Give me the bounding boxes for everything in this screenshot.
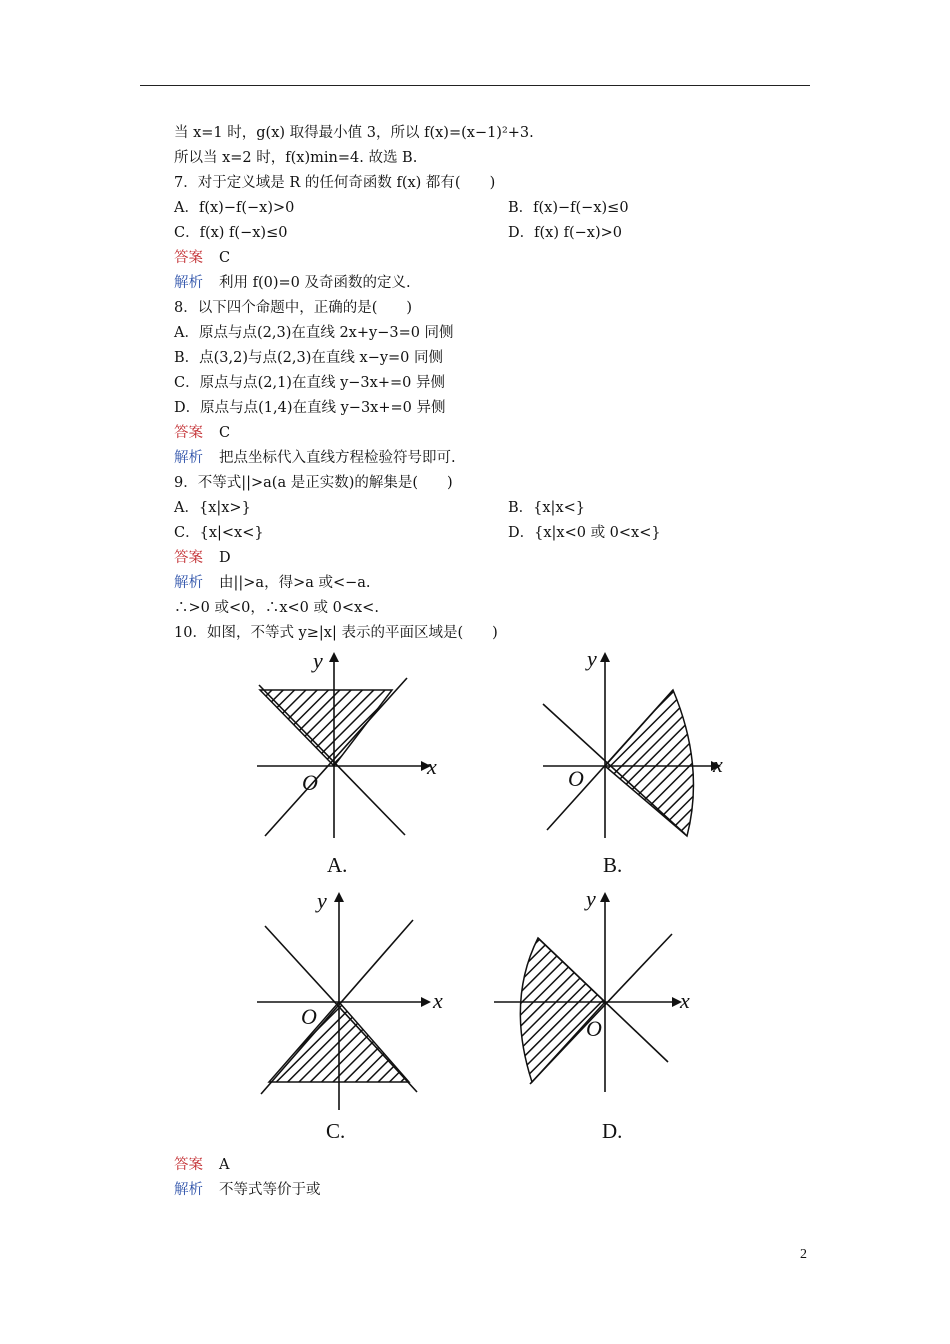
explain-text: 不等式等价于或	[219, 1182, 321, 1198]
q7-option-b: B．f(x)−f(−x)≤0	[508, 200, 629, 216]
answer-label: 答案	[174, 1157, 203, 1173]
figure-c	[245, 886, 455, 1116]
q8-option-b: B．点(3,2)与点(2,3)在直线 x−y=0 同侧	[174, 350, 444, 366]
x-axis-label: x	[427, 754, 437, 779]
explain-text: 把点坐标代入直线方程检验符号即可.	[219, 450, 456, 466]
header-rule	[140, 85, 810, 86]
origin-label: O	[568, 766, 584, 791]
y-axis-label: y	[586, 886, 596, 911]
explain-label: 解析	[174, 450, 203, 466]
question-9: 9．不等式||>a(a 是正实数)的解集是( )	[174, 475, 453, 491]
figure-b-caption: B.	[603, 853, 623, 877]
q7-option-a: A．f(x)−f(−x)>0	[174, 200, 295, 216]
q7-option-d: D．f(x) f(−x)>0	[508, 225, 622, 241]
answer-value: C	[219, 425, 231, 441]
q7-option-c: C．f(x) f(−x)≤0	[174, 225, 288, 241]
figure-a-caption: A.	[327, 853, 348, 877]
answer-label: 答案	[174, 550, 203, 566]
x-axis-label: x	[433, 988, 443, 1013]
q9-answer	[174, 549, 231, 567]
q8-option-a: A．原点与点(2,3)在直线 2x+y−3=0 同侧	[174, 325, 454, 341]
q7-explanation	[174, 274, 411, 292]
figure-d-caption: D.	[602, 1119, 623, 1143]
q10-explanation	[174, 1181, 321, 1199]
figure-d	[490, 886, 700, 1116]
explain-text: 由||>a，得>a 或<−a.	[219, 575, 371, 591]
q9-option-b: B．{x|x<}	[508, 500, 585, 516]
y-axis-label: y	[587, 648, 597, 671]
question-7: 7．对于定义域是 R 的任何奇函数 f(x) 都有( )	[174, 175, 496, 191]
q9-option-c: C．{x|<x<}	[174, 525, 264, 541]
explain-label: 解析	[174, 275, 203, 291]
text-line: 所以当 x=2 时，f(x)min=4. 故选 B.	[174, 150, 418, 166]
q8-option-d: D．原点与点(1,4)在直线 y−3x+=0 异侧	[174, 400, 446, 416]
question-10: 10．如图，不等式 y≥|x| 表示的平面区域是( )	[174, 625, 498, 641]
origin-label: O	[302, 770, 318, 795]
page-number: 2	[800, 1247, 807, 1262]
answer-label: 答案	[174, 425, 203, 441]
y-axis-label: y	[313, 648, 323, 673]
q7-answer	[174, 249, 230, 267]
answer-label: 答案	[174, 250, 203, 266]
q9-explanation	[174, 574, 371, 592]
y-axis-label: y	[317, 888, 327, 913]
origin-label: O	[301, 1004, 317, 1029]
x-axis-label: x	[713, 752, 723, 777]
q9-option-a: A．{x|x>}	[174, 500, 251, 516]
q8-answer	[174, 424, 230, 442]
x-axis-label: x	[680, 988, 690, 1013]
figure-c-caption: C.	[326, 1119, 346, 1143]
explain-label: 解析	[174, 575, 203, 591]
figure-b	[535, 648, 745, 848]
q8-option-c: C．原点与点(2,1)在直线 y−3x+=0 异侧	[174, 375, 445, 391]
origin-label: O	[586, 1016, 602, 1041]
explain-text: 利用 f(0)=0 及奇函数的定义.	[219, 275, 411, 291]
answer-value: C	[219, 250, 231, 266]
q8-explanation	[174, 449, 456, 467]
text-line: ∴>0 或<0，∴x<0 或 0<x<.	[174, 600, 379, 616]
q10-answer	[174, 1156, 229, 1174]
text-line: 当 x=1 时，g(x) 取得最小值 3，所以 f(x)=(x−1)²+3.	[174, 125, 534, 141]
question-8: 8．以下四个命题中，正确的是( )	[174, 300, 413, 316]
answer-value: A	[219, 1157, 230, 1173]
answer-value: D	[219, 550, 231, 566]
figure-a	[245, 648, 455, 848]
explain-label: 解析	[174, 1182, 203, 1198]
q9-option-d: D．{x|x<0 或 0<x<}	[508, 525, 661, 541]
